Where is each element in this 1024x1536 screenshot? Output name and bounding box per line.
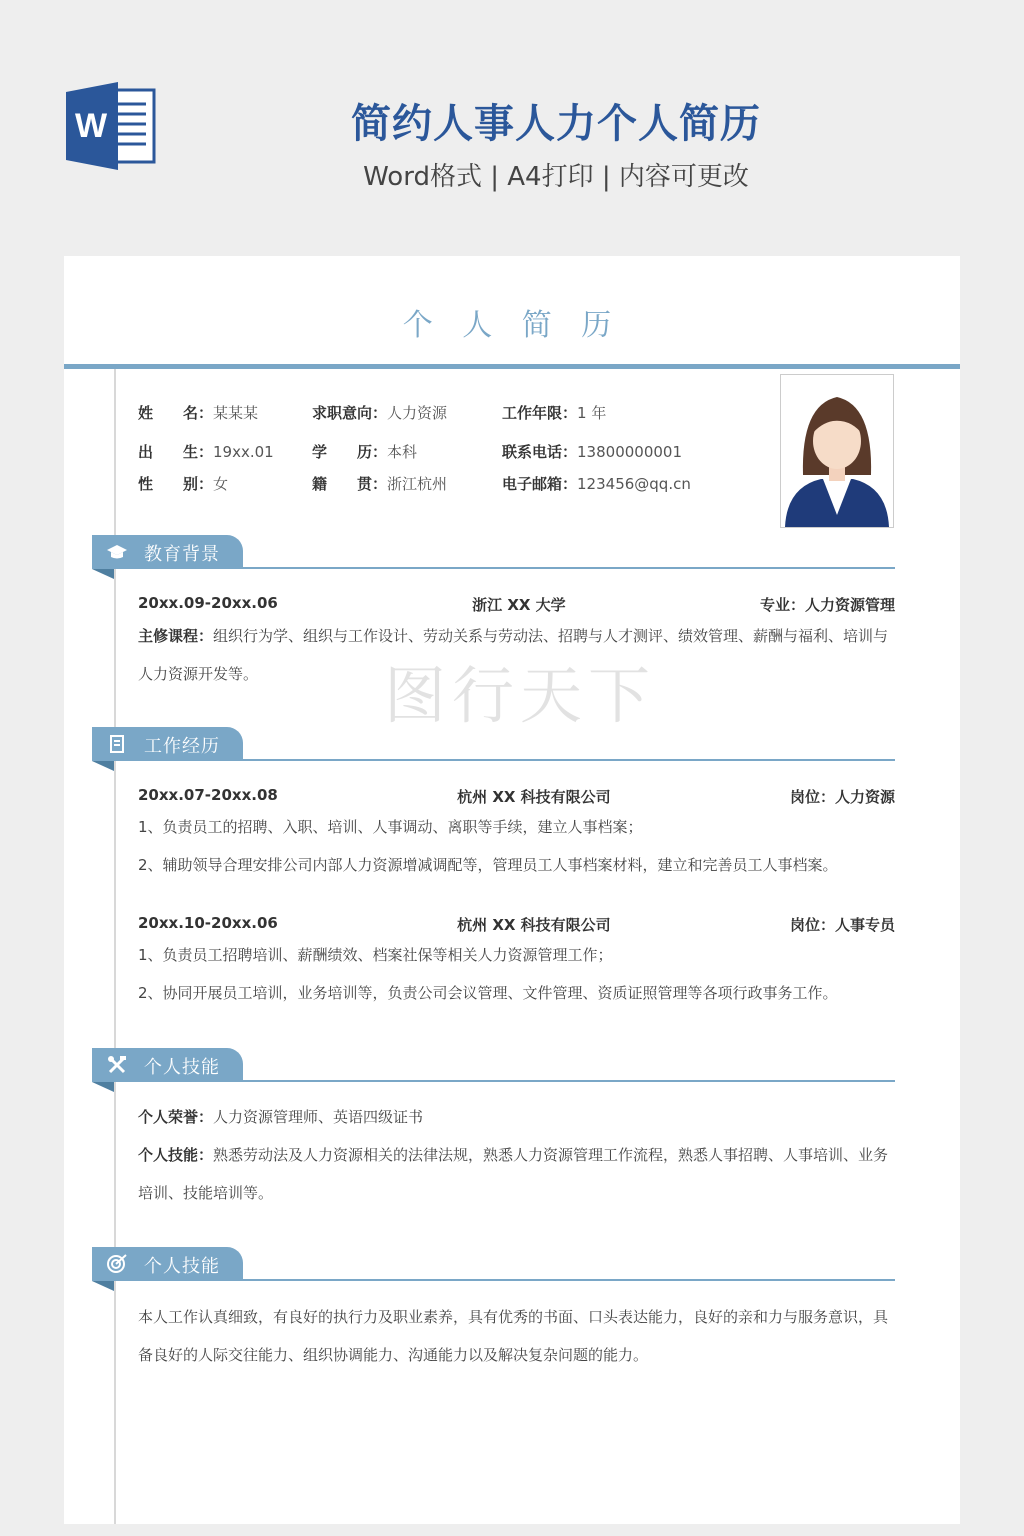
section-evaluation-line bbox=[243, 1279, 895, 1281]
job-2-row bbox=[138, 914, 895, 935]
target-icon bbox=[106, 1254, 128, 1274]
svg-text:W: W bbox=[74, 107, 108, 145]
section-work-fold bbox=[92, 761, 114, 771]
job-1-position: 岗位：人力资源 bbox=[789, 788, 895, 806]
info-birth: 出 生：19xx.01 bbox=[138, 443, 274, 461]
job-2-duty-1: 1、负责员工招聘培训、薪酬绩效、档案社保等相关人力资源管理工作； bbox=[138, 946, 613, 964]
education-period: 20xx.09-20xx.06 bbox=[138, 594, 278, 612]
evaluation-text: 本人工作认真细致，有良好的执行力及职业素养，具有优秀的书面、口头表达能力，良好的亲和力与服务意识，具备良好的人际交往能力、组织协调能力、沟通能力以及解决复杂问题的能力。 bbox=[138, 1308, 889, 1364]
graduation-cap-icon bbox=[106, 542, 128, 562]
info-email: 电子邮箱：123456@qq.cn bbox=[502, 475, 691, 493]
tools-icon bbox=[106, 1055, 128, 1075]
info-name: 姓 名：某某某 bbox=[138, 404, 259, 422]
job-2-position: 岗位：人事专员 bbox=[789, 916, 895, 934]
job-1-row bbox=[138, 786, 895, 807]
section-education-fold bbox=[92, 569, 114, 579]
section-evaluation-header bbox=[92, 1247, 243, 1281]
education-row bbox=[138, 594, 895, 615]
education-school: 浙江 XX 大学 bbox=[472, 596, 566, 614]
education-courses: 主修课程：组织行为学、组织与工作设计、劳动关系与劳动法、招聘与人才测评、绩效管理、薪酬与福利、培训与人力资源开发等。 bbox=[138, 627, 889, 683]
section-skills-line bbox=[243, 1080, 895, 1082]
info-phone: 联系电话：13800000001 bbox=[502, 443, 682, 461]
job-2-company: 杭州 XX 科技有限公司 bbox=[457, 916, 611, 934]
header-divider bbox=[64, 364, 960, 369]
briefcase-icon bbox=[106, 734, 128, 754]
section-education-header bbox=[92, 535, 243, 569]
info-years: 工作年限：1 年 bbox=[502, 404, 607, 422]
job-2-duty-2: 2、协同开展员工培训，业务培训等，负责公司会议管理、文件管理、资质证照管理等各项行政事务工作。 bbox=[138, 984, 838, 1002]
job-1-company: 杭州 XX 科技有限公司 bbox=[457, 788, 611, 806]
skills-list: 个人技能：熟悉劳动法及人力资源相关的法律法规，熟悉人力资源管理工作流程，熟悉人事招聘、人事培训、业务培训、技能培训等。 bbox=[138, 1146, 889, 1202]
section-education-title: 教育背景 bbox=[144, 544, 220, 565]
job-2-period: 20xx.10-20xx.06 bbox=[138, 914, 278, 932]
skills-honors: 个人荣誉：人力资源管理师、英语四级证书 bbox=[138, 1108, 424, 1126]
job-1-period: 20xx.07-20xx.08 bbox=[138, 786, 278, 804]
resume-paper bbox=[64, 256, 960, 1524]
info-hometown: 籍 贯：浙江杭州 bbox=[312, 475, 448, 493]
info-gender: 性 别：女 bbox=[138, 475, 229, 493]
job-1-duty-2: 2、辅助领导合理安排公司内部人力资源增减调配等，管理员工人事档案材料，建立和完善员工人事档案。 bbox=[138, 856, 838, 874]
avatar bbox=[780, 374, 894, 528]
resume-heading: 个 人 简 历 bbox=[402, 308, 622, 343]
education-major: 专业：人力资源管理 bbox=[759, 596, 895, 614]
section-evaluation-fold bbox=[92, 1281, 114, 1291]
section-work-line bbox=[243, 759, 895, 761]
section-work-header bbox=[92, 727, 243, 761]
section-skills-title: 个人技能 bbox=[144, 1057, 220, 1078]
info-job-intent: 求职意向：人力资源 bbox=[312, 404, 448, 422]
section-work-title: 工作经历 bbox=[144, 736, 220, 757]
banner-subtitle: Word格式 | A4打印 | 内容可更改 bbox=[363, 162, 749, 192]
job-1-duty-1: 1、负责员工的招聘、入职、培训、人事调动、离职等手续，建立人事档案； bbox=[138, 818, 643, 836]
section-education-line bbox=[243, 567, 895, 569]
watermark: 图行天下 bbox=[384, 659, 657, 732]
section-skills-header bbox=[92, 1048, 243, 1082]
info-degree: 学 历：本科 bbox=[312, 443, 418, 461]
banner-title: 简约人事人力个人简历 bbox=[351, 101, 761, 147]
section-evaluation-title: 个人技能 bbox=[144, 1256, 220, 1277]
section-skills-fold bbox=[92, 1082, 114, 1092]
